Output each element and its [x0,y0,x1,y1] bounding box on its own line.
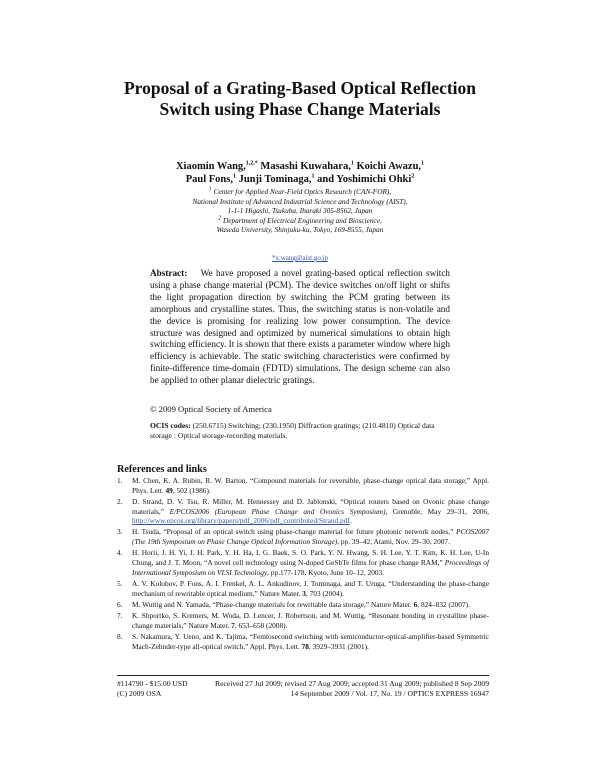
reference-text: , pp. 39–42, Atami, Nov. 29–30, 2007. [337,537,450,547]
author-name: Koichi Awazu, [356,161,422,172]
affiliation-2-line: Waseda University, Shinjuku-ku, Tokyo, 169-8555, Japan [216,225,384,235]
reference-volume: 7 [231,620,235,630]
author-affil-mark: 2 [411,173,415,180]
author-affil-mark: 1,2,* [245,160,258,167]
author-affil-mark: 1 [350,160,354,167]
author-affil-mark: 1 [421,160,425,167]
reference-text: , 703 (2004). [305,588,344,598]
footer-copyright: (C) 2009 OSA [117,689,162,698]
ocis-label: OCIS codes: [150,421,191,430]
reference-text: , 502 (1986). [172,485,211,495]
reference-number: 4. [117,548,123,558]
reference-number: 6. [117,599,123,609]
reference-text: K. Shportko, S. Kremers, M. Woda, D. Lencer, J. Robertson, and M. Wuttig, “Resonant bonding in crystalline phase-change materials,” Nature Mater. [132,611,489,630]
copyright-notice: © 2009 Optical Society of America [150,404,272,414]
reference-text: M. Wuttig and N. Yamada, “Phase-change materials for rewritable data storage,” Nature Mater. [132,599,412,609]
reference-text: D. Strand, D. V. Tsu, R. Miller, M. Hennessey and D. Jablonski, “Optical routers based on Ovonic phase change materials,” [132,496,489,516]
author-name: Masashi Kuwahara, [260,161,351,172]
abstract-label: Abstract: [150,268,188,278]
reference-url-link[interactable]: http://www.epcos.org/library/papers/pdf_2006/pdf_contributed/Strand.pdf [132,516,350,526]
reference-volume: 6 [413,599,418,609]
reference-number: 5. [117,578,123,588]
reference-item [117,548,489,577]
affiliation-mark: 2 [218,215,222,222]
reference-item [117,600,489,610]
reference-item [117,579,489,598]
footer-dates: Received 27 Jul 2009; revised 27 Aug 2009; accepted 31 Aug 2009; published 8 Sep 2009 [215,679,489,688]
reference-text: H. Tsuda, “Proposal of an optical switch using phase-change material for future photonic network nodes,” [132,527,454,537]
reference-volume: 78 [301,641,309,651]
reference-item [117,476,489,495]
reference-number: 2. [117,496,123,506]
footer-row-2 [117,689,489,699]
references-heading: References and links [117,464,207,475]
reference-venue: Proceedings of International Symposium on VLSI Technology [132,558,490,577]
reference-item [117,611,489,630]
page-footer [117,675,489,699]
reference-text: M. Chen, K. A. Rubin, R. W. Barton, “Compound materials for reversible, phase-change optical data storage,” Appl. Phys. Lett. [132,476,489,495]
corresponding-email-link[interactable]: *x.wang@aist.go.jp [271,254,329,262]
affiliations [120,187,480,235]
author-name: and Yoshimichi Ohki [317,174,412,185]
author-affil-mark: 1 [311,173,315,180]
affiliation-text: Center for Applied Near-Field Optics Research (CAN-FOR), [213,187,392,196]
author-name: Paul Fons, [185,174,233,185]
reference-text: S. Nakamura, Y. Ueno, and K. Tajima, “Femtosecond switching with semiconductor-optical-amplifier-based Symmetric Mach-Zehnder-type all-optical switch,” Appl. Phys. Lett. [132,632,489,651]
reference-venue: E/PCOS2006 (European Phase Change and Ovonics Symposium) [169,506,386,516]
reference-volume: 3 [302,588,306,598]
reference-list [117,476,489,653]
author-line-2 [120,173,480,186]
reference-venue: PCOS2007 (The 19th Symposium on Phase Change Optical Information Storage) [132,527,490,547]
author-line-1 [120,160,480,173]
author-name: Xiaomin Wang, [175,161,246,172]
reference-number: 1. [117,476,123,485]
footer-row-1 [117,679,489,689]
affiliation-1-line [120,187,480,197]
reference-text: . [349,516,352,526]
reference-text: H. Horii, J. H. Yi, J. H. Park, Y. H. Ha, I. G. Baek, S. O. Park, Y. N. Hwang, S. H. Lee, Y. T. Kim, K. H. Lee, U-In Chung, and J. T. Moon, “A novel cell technology using N-doped GeSbTe films for phase change RAM,” [132,548,489,568]
affiliation-text: Department of Electrical Engineering and Bioscience, [222,215,382,225]
footer-journal-info: 14 September 2009 / Vol. 17, No. 19 / OPTICS EXPRESS 16947 [290,689,489,698]
reference-number: 8. [117,632,123,641]
ocis-text: (250.6715) Switching; (230.1950) Diffraction gratings; (210.4810) Optical data storage : Optical storage-recording materials. [150,421,435,440]
ocis-codes [150,421,450,441]
author-list [120,160,480,186]
abstract-text: We have proposed a novel grating-based optical reflection switch using a phase change material (PCM). The device switches on/off light or shifts the light propagation direction by switching the PCM grating between its amorphous and crystalline states. Thus, the switching status is non-volatile and the device is promising for realizing low power consumption. The device structure was designed and optimized by numerical simulations to obtain high switching efficiency. It is shown that there exists a parameter window where high efficiency is achievable. The static switching characteristics were confirmed by finite-difference time-domain (FDTD) simulations. The design scheme can also be applied to other planar dielectric gratings. [150,268,450,386]
reference-text: , 653–658 (2008). [234,620,288,630]
reference-number: 7. [117,611,123,621]
abstract [150,268,450,387]
footer-document-code: #114790 - $15.00 USD [117,679,188,688]
reference-text: A. V. Kolobov, P. Fons, A. I. Frenkel, A. L. Ankudinov, J. Tominaga, and T. Uruga, “Understanding the phase-change mechanism of rewritable optical medium,” Nature Mater. [132,578,489,598]
reference-item [117,527,489,546]
reference-number: 3. [117,527,123,537]
reference-text: , 3929–3931 (2001). [308,641,369,651]
affiliation-2-line [120,216,480,226]
paper-title: Proposal of a Grating-Based Optical Reflection Switch using Phase Change Materials [123,78,477,119]
author-affil-mark: 1 [232,173,236,180]
author-name: Junji Tominaga, [238,174,312,185]
reference-item [117,497,489,526]
reference-volume: 49 [165,485,173,495]
reference-text: , pp.177-178, Kyoto, June 10–12, 2003. [267,567,385,577]
reference-text: , Grenoble, May 29–31, 2006, [385,506,489,516]
affiliation-1-line: National Institute of Advanced Industrial Science and Technology (AIST), [192,196,408,206]
affiliation-1-line: 1-1-1 Higashi, Tsukuba, Ibaraki 305-8562, Japan [227,206,373,216]
reference-text: , 824–832 (2007). [417,599,470,609]
affiliation-mark: 1 [208,186,212,193]
reference-item [117,632,489,651]
